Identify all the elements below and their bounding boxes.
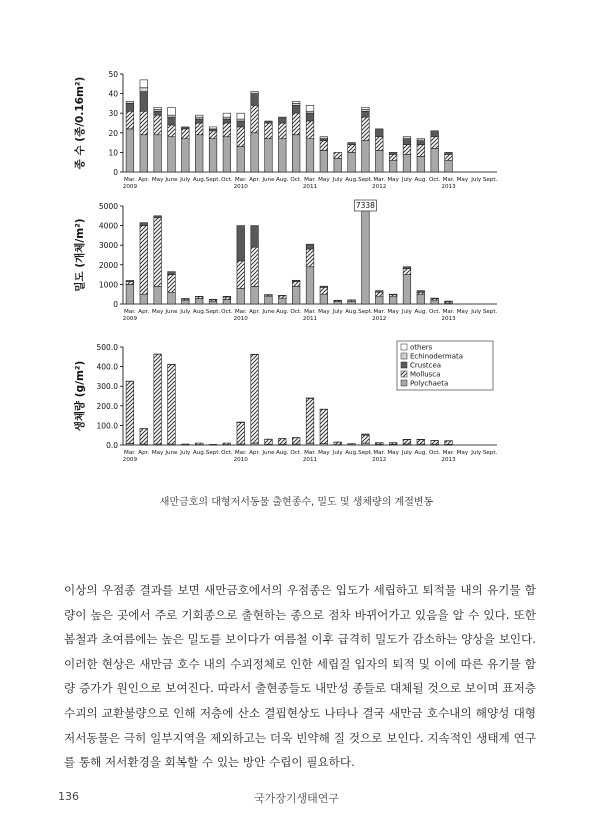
bar-segment-crustcea [223,296,231,297]
y-axis-label: 밀도 (개체/m²) [74,218,86,292]
x-tick-label: July [332,177,343,183]
bar-segment-echinodermata [140,88,148,92]
bar-segment-polychaeta [292,286,300,304]
x-tick-label: May [318,309,330,315]
bar-segment-crustcea [375,291,383,293]
bar-segment-crustcea [362,434,370,435]
bar-segment-polychaeta [265,139,273,172]
x-tick-label: Sept. [205,450,221,456]
bar-segment-mollusca [126,281,134,284]
y-tick-label: 30 [108,109,118,119]
x-tick-label: Apr. [138,177,150,183]
bar-segment-crustcea [237,226,245,261]
x-tick-label: July [332,450,343,456]
x-tick-label: June [165,177,178,183]
x-tick-label: Mar. [304,177,316,183]
x-tick-label: Apr. [249,450,261,456]
bar-segment-mollusca [223,123,231,137]
bar-segment-polychaeta [251,133,259,172]
x-tick-label: Aug. [192,450,206,456]
bar-segment-mollusca [237,261,245,288]
bar-segment-crustcea [168,272,176,275]
x-tick-label: Oct. [290,177,302,183]
legend-entry: Mollusca [410,370,441,379]
bar-segment-polychaeta [375,150,383,172]
bar-segment-mollusca [168,275,176,293]
bar-segment-mollusca [154,354,162,444]
x-tick-label: Mar. [124,309,136,315]
x-tick-label: May [318,450,330,456]
bar-segment-others [154,107,162,109]
bar-segment-polychaeta [154,286,162,304]
x-tick-label: Mar. [373,309,386,315]
figure-caption: 새만금호의 대형저서동물 출현종수, 밀도 및 생체량의 계절변동 [159,497,434,508]
bar-segment-others [292,101,300,103]
x-tick-label: Aug. [345,450,358,456]
legend-swatch [401,362,407,368]
bar-segment-mollusca [445,441,453,445]
bar-segment-echinodermata [251,92,259,94]
bar-segment-others [195,115,203,117]
bar-segment-polychaeta [389,160,397,172]
x-tick-label: Apr. [138,450,150,456]
bar-segment-mollusca [278,296,286,298]
x-tick-label: Apr. [249,309,261,315]
x-tick-label: May [387,177,399,183]
bar-segment-mollusca [292,438,300,444]
bar-segment-polychaeta [431,148,439,172]
bar-segment-crustcea [223,119,231,123]
x-tick-label: May [318,177,330,183]
species-count-chart [73,70,498,190]
x-tick-label: Mar. [234,177,247,183]
bar-segment-crustcea [154,216,162,218]
bar-segment-crustcea [195,119,203,123]
bar-segment-mollusca [182,444,190,445]
x-tick-label: June [262,177,275,183]
y-tick-label: 0.0 [106,441,118,450]
bar-segment-crustcea [417,141,425,145]
x-tick-label: Sept. [358,177,373,183]
x-tick-label: Mar. [373,450,386,456]
bar-segment-polychaeta [195,299,203,304]
bar-segment-others [237,113,245,119]
bar-segment-mollusca [251,105,259,132]
x-tick-label: Aug. [345,309,358,315]
bar-segment-polychaeta [403,154,411,172]
x-tick-label: Oct. [221,450,233,456]
bar-segment-mollusca [445,154,453,160]
x-tick-label: Mar. [124,450,136,456]
bar-segment-polychaeta [140,294,148,304]
bar-segment-polychaeta [445,160,453,172]
x-tick-label: May [387,309,399,315]
bar-segment-mollusca [348,444,356,445]
bar-segment-polychaeta [265,296,273,304]
year-label: 2011 [302,184,318,190]
x-tick-label: Aug. [275,177,289,183]
legend-swatch [401,353,407,359]
legend-entry: others [410,343,433,352]
bar-segment-polychaeta [126,129,134,172]
bar-segment-crustcea [403,267,411,269]
bar-segment-polychaeta [237,288,245,304]
bar-segment-crustcea [375,129,383,137]
bar-segment-crustcea [251,94,259,106]
bar-segment-polychaeta [209,301,217,304]
bar-segment-mollusca [362,117,370,141]
y-tick-label: 3000 [98,241,118,251]
bar-segment-crustcea [445,152,453,154]
bar-segment-mollusca [389,154,397,160]
y-tick-label: 400.0 [96,362,118,372]
bar-segment-polychaeta [417,156,425,172]
x-tick-label: Sept. [358,450,373,456]
bar-segment-polychaeta [362,141,370,172]
x-tick-label: Mar. [304,450,316,456]
x-tick-label: Sept. [482,450,498,456]
bar-segment-crustcea [403,139,411,145]
bar-segment-mollusca [154,218,162,287]
year-label: 2009 [122,316,138,322]
bar-segment-mollusca [168,125,176,137]
x-tick-label: Mar. [442,309,455,315]
bar-segment-mollusca [168,365,176,444]
x-tick-label: Mar. [442,450,455,456]
bar-segment-polychaeta [403,275,411,304]
bar-segment-mollusca [265,123,273,139]
x-tick-label: Oct. [290,309,302,315]
bar-segment-echinodermata [320,137,328,139]
bar-segment-polychaeta [320,150,328,172]
x-tick-label: Oct. [428,177,441,183]
bar-segment-crustcea [126,103,134,111]
year-label: 2009 [122,457,138,463]
bar-segment-polychaeta [348,301,356,304]
y-tick-label: 50 [108,70,118,79]
bar-segment-polychaeta [168,137,176,172]
y-tick-label: 2000 [98,260,118,270]
x-tick-label: July [401,309,412,315]
x-tick-label: May [151,177,164,183]
year-label: 2009 [122,184,138,190]
bar-segment-mollusca [140,226,148,295]
bar-segment-polychaeta [334,158,342,172]
bar-segment-mollusca [195,443,203,445]
year-label: 2013 [441,316,456,322]
bar-segment-polychaeta [223,137,231,172]
bar-segment-mollusca [140,429,148,444]
bar-segment-polychaeta [126,284,134,304]
bar-segment-crustcea [389,152,397,154]
bar-segment-mollusca [306,121,314,139]
bar-segment-mollusca [334,442,342,444]
x-tick-label: June [165,450,178,456]
year-label: 2011 [302,316,318,322]
bar-segment-mollusca [403,269,411,275]
bar-segment-polychaeta [195,135,203,172]
x-tick-label: Oct. [428,450,441,456]
bar-segment-mollusca [375,137,383,151]
x-tick-label: Sept. [482,309,498,315]
bar-segment-mollusca [126,381,134,443]
bar-segment-mollusca [348,145,356,153]
bar-segment-mollusca [292,281,300,286]
bar-segment-others [306,105,314,111]
bar-segment-polychaeta [334,302,342,304]
x-tick-label: Aug. [345,177,358,183]
bar-segment-crustcea [348,143,356,145]
bar-segment-polychaeta [362,206,370,304]
bar-segment-crustcea [140,92,148,112]
bar-segment-crustcea [362,111,370,117]
bar-segment-polychaeta [375,296,383,304]
legend-entry: Polychaeta [410,379,449,388]
bar-segment-mollusca [223,443,231,445]
y-tick-label: 0 [113,300,118,309]
bar-segment-polychaeta [237,147,245,172]
x-tick-label: July [180,177,191,183]
legend-entry: Echinodermata [410,352,464,361]
bar-segment-others [140,80,148,88]
x-tick-label: Sept. [205,177,221,183]
bar-segment-mollusca [403,145,411,155]
x-tick-label: July [471,177,482,183]
bar-segment-crustcea [182,127,190,129]
year-label: 2010 [233,184,248,190]
legend-swatch [401,344,407,350]
bar-segment-polychaeta [182,300,190,304]
y-tick-label: 40 [108,89,118,99]
bar-segment-mollusca [417,440,425,444]
x-tick-label: Apr. [138,309,150,315]
year-label: 2012 [372,184,387,190]
y-tick-label: 0 [113,168,118,177]
x-tick-label: Mar. [304,309,316,315]
x-tick-label: Aug. [275,309,289,315]
bar-segment-others [362,107,370,109]
x-tick-label: Mar. [234,309,247,315]
y-tick-label: 1000 [98,280,118,290]
x-tick-label: Sept. [482,177,498,183]
x-tick-label: May [456,309,469,315]
x-tick-label: Apr. [249,177,261,183]
x-tick-label: July [180,450,191,456]
bar-segment-crustcea [292,105,300,113]
bar-segment-mollusca [237,422,245,444]
bar-segment-others [209,127,217,129]
x-tick-label: Mar. [124,177,136,183]
density-chart [73,200,498,322]
footer-title: 국가장기생태연구 [253,792,339,805]
year-label: 2010 [233,316,248,322]
y-tick-label: 20 [108,128,118,138]
bar-segment-crustcea [140,223,148,226]
bar-segment-mollusca [278,123,286,139]
bar-segment-mollusca [334,152,342,158]
x-tick-label: June [262,450,275,456]
bar-segment-crustcea [265,121,273,123]
bar-segment-crustcea [278,117,286,123]
bar-segment-crustcea [251,226,259,248]
bar-segment-polychaeta [182,139,190,172]
bar-segment-mollusca [126,111,134,129]
page-number: 136 [58,790,79,803]
body-paragraph: 이상의 우점종 결과를 보면 새만금호에서의 우점종은 입도가 세립하고 퇴적물 내의 유기물 함량이 높은 곳에서 주로 기회종으로 출현하는 종으로 점차 바뀌어가고 있음을 알 수 있다. 또한 봄철과 초여름에는 높은 밀도를 보이다가 여름철 이후 급격히 밀도가 감소하는 양상을 보인다. 이러한 현상은 새만금 호수 내의 수괴정체로 인한 세립질 입자의 퇴적 및 이에 따른 유기물 함량 증가가 원인으로 보여진다. 따라서 출현종들도 내만성 종들로 대체될 것으로 보이며 표저층수괴의 교환불량으로 인해 저층에 산소 결핍현상도 나타나 결국 새만금 호수내의 해양성 대형저서동물은 극히 일부지역을 제외하고는 더욱 빈약해 질 것으로 보인다. 지속적인 생태계 연구를 통해 저서환경을 회복할 수 있는 방안 수립이 필요하다. [64,583,536,770]
x-tick-label: Aug. [192,309,206,315]
year-label: 2010 [233,457,248,463]
bar-segment-echinodermata [126,101,134,103]
bar-segment-mollusca [195,123,203,135]
bar-segment-echinodermata [403,137,411,139]
bar-segment-mollusca [182,129,190,139]
x-tick-label: Aug. [414,309,428,315]
annotation-label: 7338 [355,201,375,210]
bar-segment-mollusca [154,115,162,135]
bar-segment-crustcea [431,131,439,137]
bar-segment-mollusca [306,249,314,267]
bar-segment-polychaeta [348,152,356,172]
bar-segment-polychaeta [223,299,231,304]
x-tick-label: Aug. [414,177,428,183]
year-label: 2011 [302,457,318,463]
legend-swatch [401,380,407,386]
bar-segment-polychaeta [306,267,314,304]
x-tick-label: July [332,309,343,315]
x-tick-label: July [471,450,482,456]
bar-segment-mollusca [431,137,439,149]
bar-segment-crustcea [306,113,314,121]
bar-segment-polychaeta [320,294,328,304]
year-label: 2013 [441,184,456,190]
x-tick-label: July [401,177,412,183]
bar-segment-polychaeta [140,135,148,172]
y-axis-label: 종 수 (종/0.16m²) [74,76,86,170]
x-tick-label: Aug. [414,450,428,456]
bar-segment-mollusca [306,398,314,443]
x-tick-label: Mar. [373,177,386,183]
bar-segment-others [223,113,231,117]
bar-segment-crustcea [126,280,134,281]
x-tick-label: May [151,309,164,315]
bar-segment-crustcea [417,291,425,293]
x-tick-label: Aug. [192,177,206,183]
bar-segment-mollusca [403,440,411,444]
x-tick-label: Sept. [358,309,373,315]
bar-segment-mollusca [278,439,286,444]
bar-segment-polychaeta [278,298,286,304]
bar-segment-mollusca [320,409,328,443]
x-tick-label: July [471,309,482,315]
bar-segment-crustcea [306,244,314,249]
x-tick-label: May [151,450,164,456]
x-tick-label: Oct. [221,309,233,315]
y-tick-label: 5000 [98,202,118,211]
x-tick-label: June [262,309,275,315]
bar-segment-polychaeta [389,296,397,304]
x-tick-label: May [387,450,399,456]
bar-segment-mollusca [251,247,259,286]
y-tick-label: 500.0 [96,343,118,352]
bar-segment-polychaeta [417,294,425,304]
bar-segment-crustcea [292,280,300,281]
x-tick-label: May [456,450,469,456]
bar-segment-crustcea [168,117,176,125]
bar-segment-crustcea [237,121,245,127]
bar-segment-mollusca [237,127,245,147]
x-tick-label: July [180,309,191,315]
bar-segment-mollusca [251,354,259,443]
bar-segment-mollusca [209,131,217,139]
bar-segment-mollusca [140,111,148,135]
bar-segment-mollusca [431,441,439,445]
year-label: 2013 [441,457,456,463]
bar-segment-polychaeta [278,139,286,172]
bar-segment-crustcea [154,111,162,115]
legend-entry: Crustcea [410,361,442,370]
y-tick-label: 4000 [98,221,118,231]
x-tick-label: June [165,309,178,315]
year-label: 2012 [372,457,387,463]
bar-segment-mollusca [265,439,273,444]
bar-segment-polychaeta [168,292,176,304]
bar-segment-mollusca [320,141,328,151]
x-tick-label: Oct. [221,177,233,183]
bar-segment-polychaeta [306,139,314,172]
bar-segment-polychaeta [292,135,300,172]
x-tick-label: Mar. [442,177,455,183]
bar-segment-mollusca [292,113,300,135]
bar-segment-mollusca [223,297,231,300]
x-tick-label: Oct. [290,450,302,456]
bar-segment-polychaeta [431,300,439,304]
x-tick-label: July [401,450,412,456]
bar-segment-polychaeta [251,286,259,304]
x-tick-label: Sept. [205,309,221,315]
bar-segment-mollusca [417,145,425,157]
x-tick-label: Mar. [234,450,247,456]
y-tick-label: 10 [108,148,118,158]
bar-segment-mollusca [320,287,328,294]
y-tick-label: 200.0 [96,401,118,411]
y-tick-label: 100.0 [96,421,118,431]
x-tick-label: Oct. [428,309,441,315]
bar-segment-polychaeta [209,139,217,172]
bar-segment-echinodermata [417,139,425,141]
legend-swatch [401,371,407,377]
x-tick-label: May [456,177,469,183]
x-tick-label: Aug. [275,450,289,456]
bar-segment-crustcea [320,286,328,287]
y-axis-label: 생체량 (g/m²) [74,360,86,432]
bar-segment-mollusca [362,435,370,443]
biomass-chart [73,341,498,463]
y-tick-label: 300.0 [96,382,118,392]
year-label: 2012 [372,316,387,322]
bar-segment-others [168,107,176,115]
bar-segment-polychaeta [154,135,162,172]
bar-segment-mollusca [375,292,383,296]
